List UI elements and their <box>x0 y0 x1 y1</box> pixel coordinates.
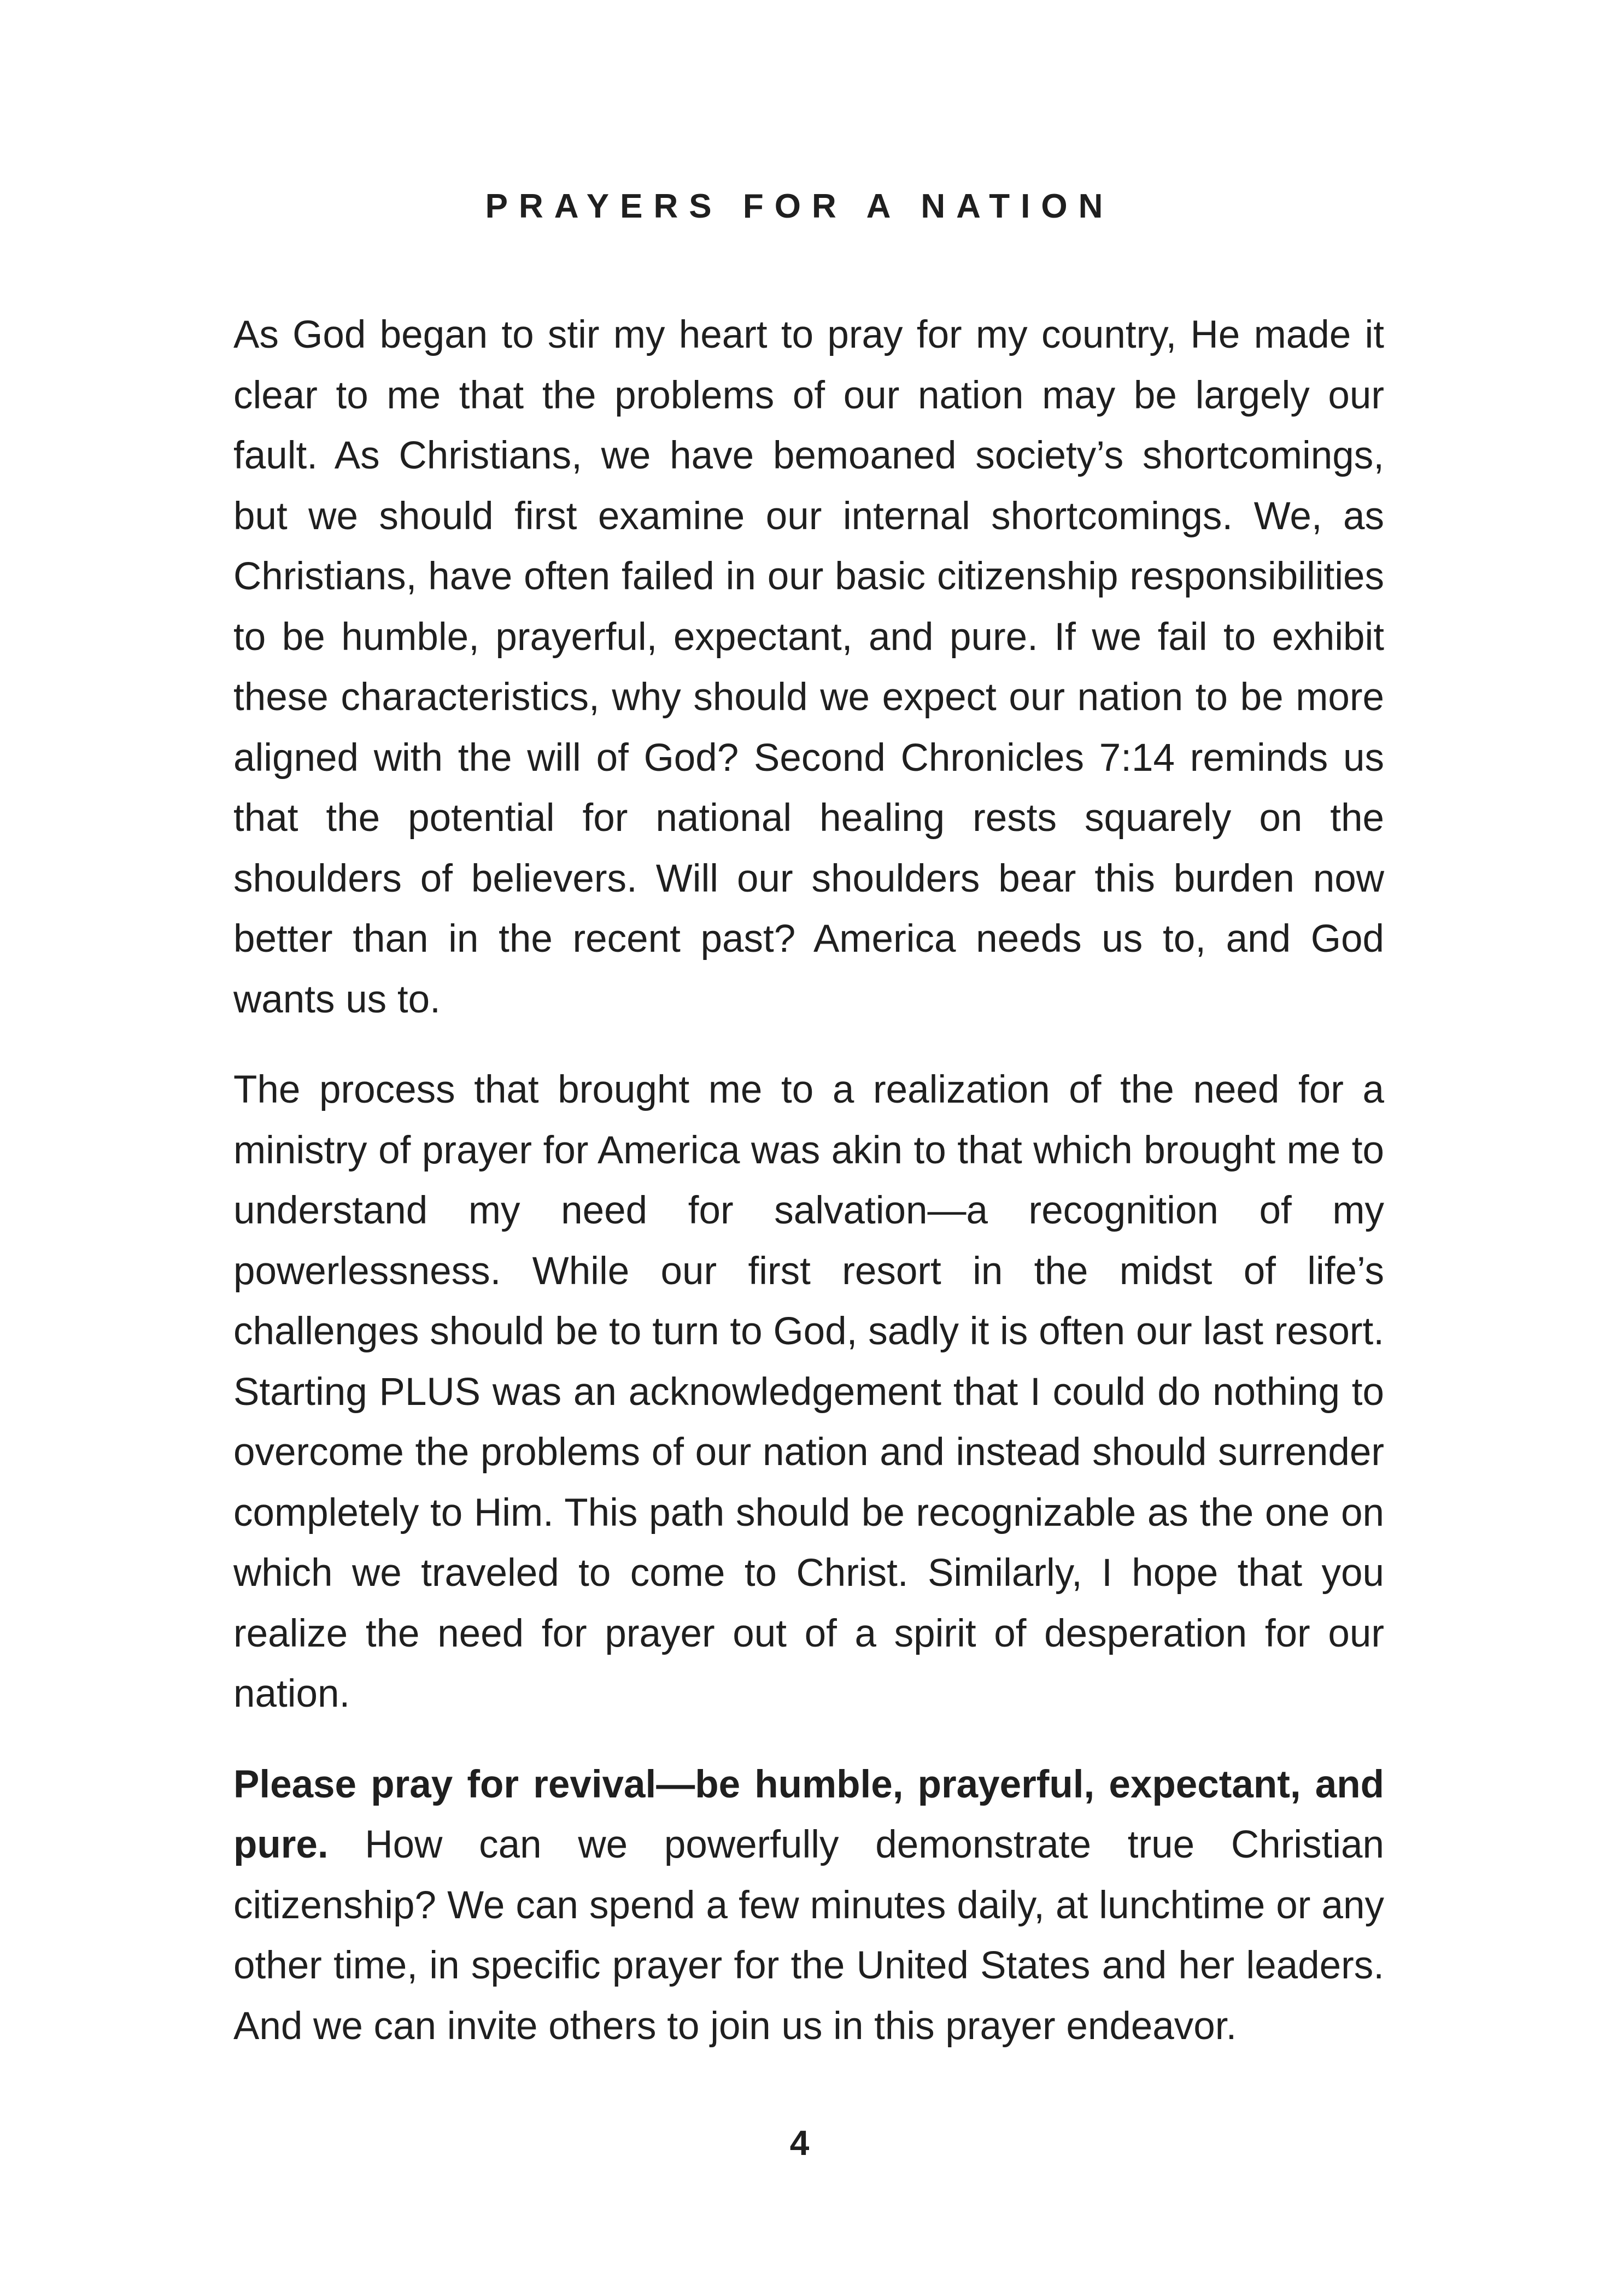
paragraph-2-text: The process that brought me to a realization of the need for a ministry of prayer for America was akin to that which brought me to understand my need for salvation—a recognition of my powerlessness. While our first resort in the midst of life’s challenges should be to turn to God, sadly it is often our last resort. Starting PLUS was an acknowledgement that I could do nothing to overcome the problems of our nation and instead should surrender completely to Him. This path should be recognizable as the one on which we traveled to come to Christ. Similarly, I hope that you realize the need for prayer out of a spirit of desperation for our nation. <box>233 1068 1384 1715</box>
paragraph-1 <box>233 305 1384 1030</box>
paragraph-1-text: As God began to stir my heart to pray for my country, He made it clear to me that the problems of our nation may be largely our fault. As Christians, we have bemoaned society’s shortcomings, but we should first examine our internal shortcomings. We, as Christians, have often failed in our basic citizenship responsibilities to be humble, prayerful, expectant, and pure. If we fail to exhibit these characteristics, why should we expect our nation to be more aligned with the will of God? Second Chronicles 7:14 reminds us that the potential for national healing rests squarely on the shoulders of believers. Will our shoulders bear this burden now better than in the recent past? America needs us to, and God wants us to. <box>233 313 1384 1021</box>
body-text <box>233 305 1384 2087</box>
running-head-title: PRAYERS FOR A NATION <box>485 188 1114 225</box>
paragraph-3 <box>233 1755 1384 2057</box>
paragraph-3-bold-lead: Please pray for revival—be humble, prayerful, expectant, and pure. <box>233 1762 1384 1866</box>
page-number: 4 <box>789 2123 810 2163</box>
paragraph-2 <box>233 1060 1384 1725</box>
paragraph-3-text: How can we powerfully demonstrate true Christian citizenship? We can spend a few minutes daily, at lunchtime or any other time, in specific prayer for the United States and her leaders. And we can invite others to join us in this prayer endeavor. <box>233 1823 1384 2048</box>
